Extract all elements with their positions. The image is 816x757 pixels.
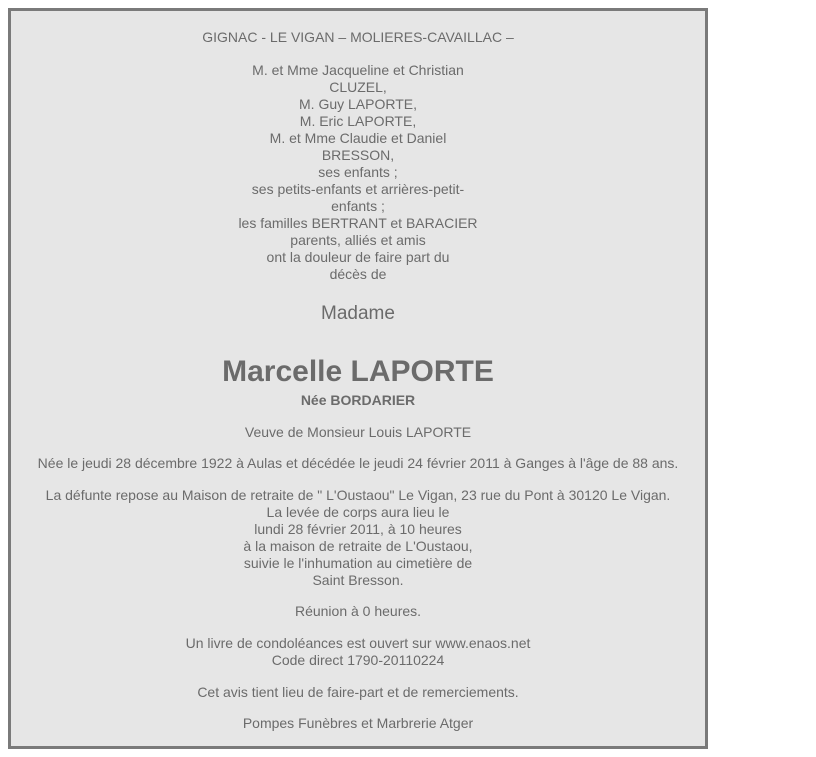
- family-announcement: [11, 62, 705, 283]
- birth-death-details: Née le jeudi 28 décembre 1922 à Aulas et décédée le jeudi 24 février 2011 à Ganges à l'âge de 88 ans.: [37, 455, 679, 471]
- family-line: M. et Mme Claudie et Daniel: [269, 130, 447, 146]
- ceremony-line: Saint Bresson.: [312, 572, 404, 588]
- family-line: enfants ;: [331, 198, 385, 214]
- condolences-info: [11, 635, 705, 669]
- honorific-title: Madame: [321, 303, 395, 324]
- ceremony-line: suivie le l'inhumation au cimetière de: [243, 555, 473, 571]
- condolences-code: Code direct 1790-20110224: [271, 652, 445, 668]
- ceremony-line: La levée de corps aura lieu le: [266, 504, 450, 520]
- location-header: GIGNAC - LE VIGAN – MOLIERES-CAVAILLAC –: [202, 29, 514, 45]
- funeral-home: Pompes Funèbres et Marbrerie Atger: [242, 715, 474, 731]
- family-line: les familles BERTRANT et BARACIER: [238, 215, 478, 231]
- ceremony-line: La défunte repose au Maison de retraite de " L'Oustaou" Le Vigan, 23 rue du Pont à 30120 Le Vigan.: [45, 487, 671, 503]
- reunion-info: Réunion à 0 heures.: [294, 603, 422, 619]
- family-line: ont la douleur de faire part du: [266, 249, 450, 265]
- widow-of: Veuve de Monsieur Louis LAPORTE: [244, 424, 472, 440]
- family-line: ses enfants ;: [318, 164, 398, 180]
- family-line: BRESSON,: [321, 147, 395, 163]
- family-line: CLUZEL,: [329, 79, 387, 95]
- family-line: M. Guy LAPORTE,: [299, 96, 417, 112]
- condolences-line: Un livre de condoléances est ouvert sur www.enaos.net: [185, 635, 531, 651]
- obituary-notice: [8, 8, 708, 749]
- deceased-name: Marcelle LAPORTE: [222, 355, 494, 388]
- family-line: M. Eric LAPORTE,: [299, 113, 417, 129]
- maiden-name: Née BORDARIER: [300, 392, 416, 408]
- family-line: décès de: [329, 266, 387, 282]
- ceremony-line: à la maison de retraite de L'Oustaou,: [243, 538, 473, 554]
- ceremony-details: [11, 487, 705, 589]
- notice-statement: Cet avis tient lieu de faire-part et de remerciements.: [197, 684, 519, 700]
- ceremony-line: lundi 28 février 2011, à 10 heures: [254, 521, 462, 537]
- family-line: ses petits-enfants et arrières-petit-: [251, 181, 465, 197]
- family-line: parents, alliés et amis: [290, 232, 426, 248]
- family-line: M. et Mme Jacqueline et Christian: [252, 62, 464, 78]
